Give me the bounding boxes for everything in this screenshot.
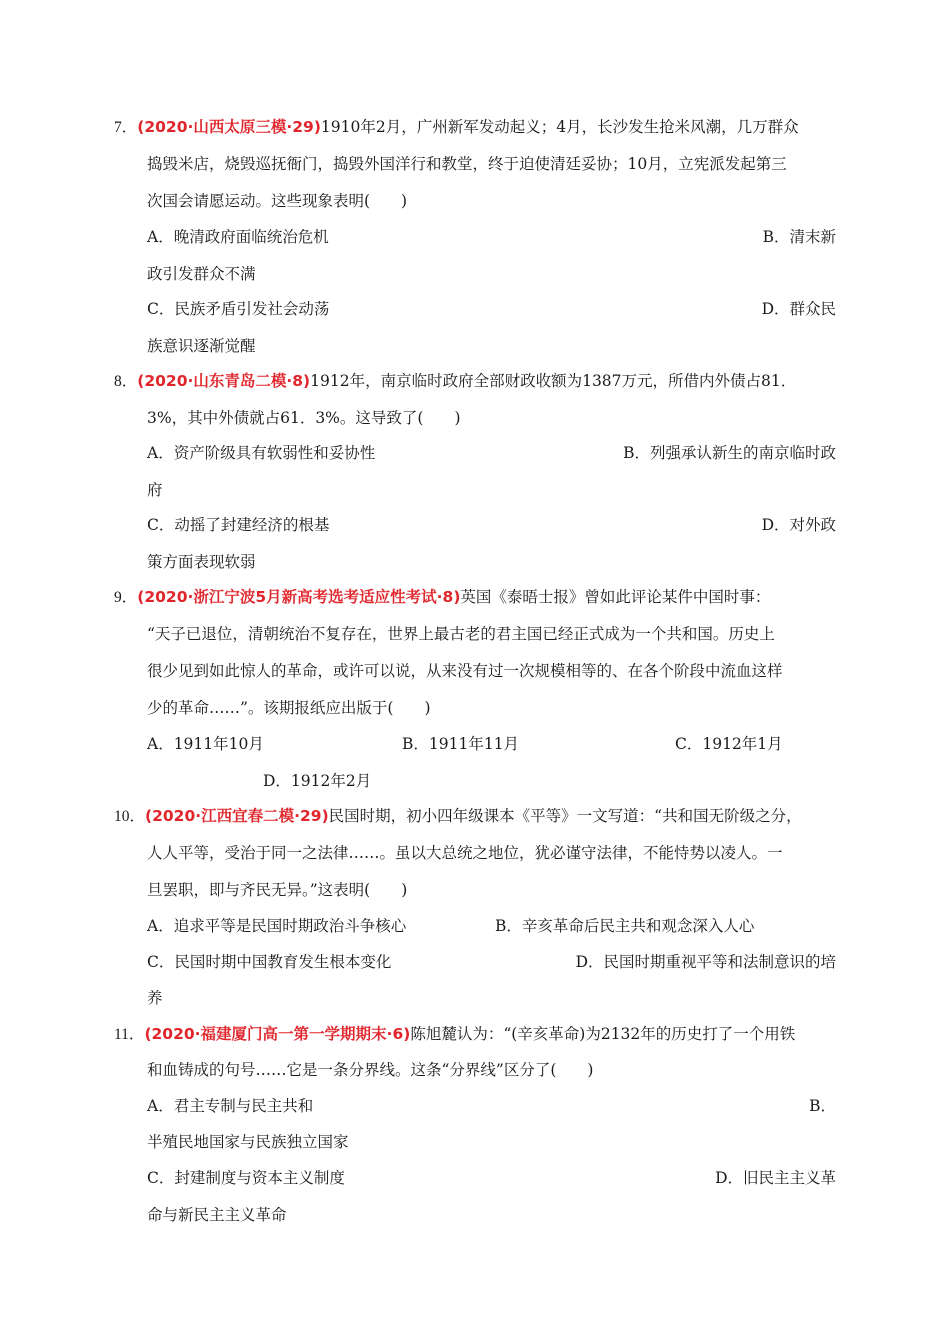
option-b: B．清末新	[762, 228, 836, 246]
question-stem: 1910年2月，广州新军发动起义；4月，长沙发生抢米风潮，几万群众	[320, 118, 799, 136]
question-source: (2020·山西太原三模·29)	[137, 118, 321, 136]
question-number: 8．	[114, 373, 138, 390]
question-stem: 英国《泰晤士报》曾如此评论某件中国时事：	[460, 588, 771, 606]
question-stem: 陈旭麓认为：“(辛亥革命)为2132年的历史打了一个用铁	[410, 1025, 796, 1043]
question-stem: 次国会请愿运动。这些现象表明( )	[147, 192, 408, 210]
option-c: C．民族矛盾引发社会动荡	[147, 300, 330, 318]
option-d: D．旧民主主义革	[715, 1169, 836, 1187]
question-9-line-1	[114, 587, 770, 608]
question-number: 9．	[114, 589, 138, 606]
option-d-continued: 命与新民主主义革命	[147, 1206, 287, 1224]
option-d-continued: 策方面表现软弱	[147, 553, 256, 571]
option-d-continued: 养	[147, 989, 163, 1007]
option-d-continued: 族意识逐渐觉醒	[147, 337, 256, 355]
option-b: B．列强承认新生的南京临时政	[623, 444, 836, 462]
option-b-continued: 半殖民地国家与民族独立国家	[147, 1133, 349, 1151]
option-b: B．1911年11月	[402, 735, 520, 753]
question-stem: 捣毁米店，烧毁巡抚衙门，捣毁外国洋行和教堂，终于迫使清廷妥协；10月，立宪派发起第三	[147, 155, 787, 173]
option-d: D．对外政	[761, 516, 836, 534]
question-source: (2020·山东青岛二模·8)	[137, 372, 311, 390]
option-c: C．1912年1月	[675, 735, 783, 753]
option-d: D．群众民	[761, 300, 836, 318]
question-stem: 3%，其中外债就占61．3%。这导致了( )	[147, 409, 461, 427]
option-a: A．晚清政府面临统治危机	[147, 228, 329, 246]
question-stem: 少的革命……”。该期报纸应出版于( )	[147, 699, 431, 717]
question-source: (2020·江西宜春二模·29)	[145, 807, 329, 825]
question-stem: 旦罢职，即与齐民无异。”这表明( )	[147, 881, 408, 899]
question-10-line-1	[114, 806, 802, 827]
question-source: (2020·福建厦门高一第一学期期末·6)	[144, 1025, 411, 1043]
question-number: 10．	[114, 808, 146, 825]
option-a: A．君主专制与民主共和	[147, 1097, 314, 1115]
option-a: A．资产阶级具有软弱性和妥协性	[147, 444, 376, 462]
option-c: C．封建制度与资本主义制度	[147, 1169, 345, 1187]
option-c: C．民国时期中国教育发生根本变化	[147, 953, 392, 971]
question-8-line-1	[114, 371, 796, 392]
question-stem: 人人平等，受治于同一之法律……。虽以大总统之地位，犹必谨守法律，不能恃势以凌人。一	[147, 844, 783, 862]
question-stem: 很少见到如此惊人的革命，或许可以说，从来没有过一次规模相等的、在各个阶段中流血这样	[147, 662, 783, 680]
question-number: 7．	[114, 119, 138, 136]
option-d: D．1912年2月	[263, 772, 372, 790]
question-stem: “天子已退位，清朝统治不复存在，世界上最古老的君主国已经正式成为一个共和国。历史上	[147, 625, 775, 643]
question-7-line-1	[114, 117, 799, 138]
option-b-continued: 府	[147, 481, 163, 499]
question-number: 11．	[114, 1026, 145, 1043]
option-b: B．辛亥革命后民主共和观念深入人心	[495, 917, 755, 935]
question-stem: 民国时期，初小四年级课本《平等》一文写道：“共和国无阶级之分，	[328, 807, 802, 825]
option-b-continued: 政引发群众不满	[147, 265, 256, 283]
question-source: (2020·浙江宁波5月新高考选考适应性考试·8)	[137, 588, 461, 606]
option-c: C．动摇了封建经济的根基	[147, 516, 330, 534]
question-stem: 和血铸成的句号……它是一条分界线。这条“分界线”区分了( )	[147, 1061, 594, 1079]
option-a: A．1911年10月	[147, 735, 264, 753]
option-b: B．	[809, 1097, 836, 1115]
option-d: D．民国时期重视平等和法制意识的培	[575, 953, 836, 971]
question-stem: 1912年，南京临时政府全部财政收额为1387万元，所借内外债占81．	[310, 372, 797, 390]
question-11-line-1	[114, 1024, 795, 1045]
option-a: A．追求平等是民国时期政治斗争核心	[147, 917, 407, 935]
